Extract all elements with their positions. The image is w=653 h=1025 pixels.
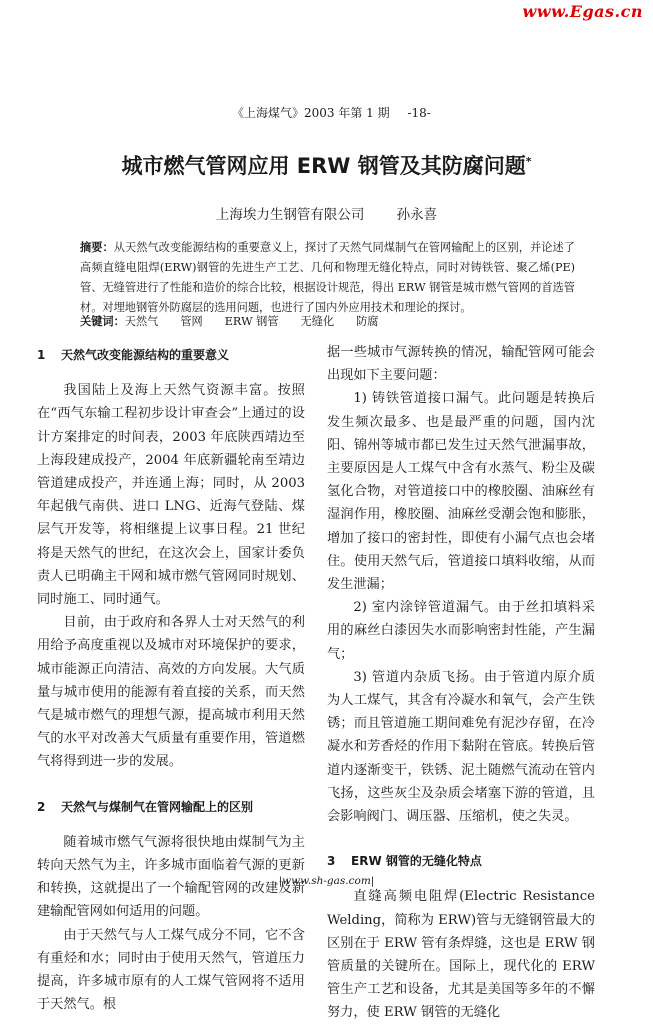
paragraph: 3) 管道内杂质飞扬。由于管道内原介质为人工煤气，其含有冷凝水和氧气，会产生铁锈；而且管道施工期间难免有泥沙存留，在冷凝水和芳香烃的作用下黏附在管底。转换后管道内逐渐变干，铁锈、泥土随燃气流动在管内飞扬，这些灰尘及杂质会堵塞下游的管道，且会影响阀门、调压器、压缩机，使之失灵。: [327, 669, 595, 825]
keyword: 管网: [180, 315, 203, 328]
abstract-text: 从天然气改变能源结构的重要意义上，探讨了天然气同煤制气在管网输配上的区别，并论述了高频直缝电阻焊(ERW)钢管的先进生产工艺、几何和物理无缝化特点，同时对铸铁管、聚乙烯(PE)管、无缝管进行了性能和造价的综合比较，根据设计规范，得出 ERW 钢管是城市燃气管网的首选管材。对埋地钢管外防腐层的选用问题，也进行了国内外应用技术和理论的探讨。: [80, 241, 575, 314]
paragraph: 我国陆上及海上天然气资源丰富。按照在“西气东输工程初步设计审查会”上通过的设计方案排定的时间表，2003 年底陕西靖边至上海段建成投产，2004 年底新疆轮南至靖边管道建成投产，并连通上海；同时，从 2003 年起俄气南供、进口 LNG、近海气登陆、煤层气开发等，将相继提上议事日程。21 世纪将是天然气的世纪，在这次会上，国家计委负责人已明确主干网和城市燃气管网同时规划、同时施工、同时通气。: [37, 383, 305, 608]
author-name: 孙永喜: [396, 207, 438, 223]
paragraph: 1) 铸铁管道接口漏气。此问题是转换后发生频次最多、也是最严重的问题，国内沈阳、锦州等城市都已发生过天然气泄漏事故，主要原因是人工煤气中含有水蒸气、粉尘及碳氢化合物，对管道接口中的橡胶圈、油麻丝有湿润作用，橡胶圈、油麻丝受潮会饱和膨胀，增加了接口的密封性，即使有小漏气点也会堵住。使用天然气后，管道接口填料收缩，从而发生泄漏；: [327, 391, 595, 593]
keyword: 无缝化: [300, 315, 335, 328]
keyword: 天然气: [124, 315, 159, 328]
keywords-label: 关键词：: [80, 315, 125, 328]
title-text: 城市燃气管网应用 ERW 钢管及其防腐问题: [121, 154, 526, 178]
paragraph: 据一些城市气源转换的情况，输配管网可能会出现如下主要问题：: [327, 345, 595, 384]
site-watermark: www.Egas.cn: [522, 2, 643, 21]
paragraph: 直缝高频电阻焊(Electric Resistance Welding，简称为 ERW)管与无缝钢管最大的区别在于 ERW 管有条焊缝，这也是 ERW 钢管质量的关键所在。国际上，现代化的 ERW 管生产工艺和设备，尤其是美国等多年的不懈努力，使 ERW 钢管的无缝化: [327, 889, 595, 1021]
keywords: [80, 313, 378, 329]
paragraph: 2) 室内涂锌管道漏气。由于丝扣填料采用的麻丝白漆因失水而影响密封性能，产生漏气；: [327, 600, 595, 662]
running-header: [232, 104, 445, 121]
section-title: 天然气与煤制气在管网输配上的区别: [61, 799, 254, 814]
abstract: [80, 238, 575, 318]
section-heading: [327, 850, 595, 873]
section-number: 2: [37, 799, 46, 814]
paragraph: 目前，由于政府和各界人士对天然气的利用给予高度重视以及城市对环境保护的要求，城市能源正向清洁、高效的方向发展。大气质量与城市使用的能源有着直接的关系，而天然气是城市燃气的理想气源，提高城市利用天然气的水平对改善大气质量有重要作用，管道燃气将得到进一步的发展。: [37, 615, 305, 770]
journal-issue: 《上海煤气》2003 年第 1 期: [232, 106, 390, 120]
section-number: 3: [327, 854, 336, 869]
article-title: [0, 150, 653, 180]
left-column: [37, 344, 305, 1016]
section-heading: [37, 344, 305, 367]
keyword: ERW 钢管: [224, 315, 279, 328]
keyword: 防腐: [356, 315, 379, 328]
abstract-label: 摘要：: [80, 241, 114, 254]
footer-url: |www.sh-gas.com|: [278, 875, 375, 887]
title-footnote-mark: *: [525, 155, 532, 168]
paragraph: 由于天然气与人工煤气成分不同，它不含有重烃和水；同时由于使用天然气，管道压力提高，许多城市原有的人工煤气管网将不适用于天然气。根: [37, 927, 305, 1013]
right-column: [327, 341, 595, 1025]
page-number: -18-: [407, 106, 431, 120]
section-heading: [37, 796, 305, 819]
paragraph: 随着城市燃气气源将很快地由煤制气为主转向天然气为主，许多城市面临着气源的更新和转换，这就提出了一个输配管网的改建及新建输配管网如何适用的问题。: [37, 834, 305, 920]
author-organization: 上海埃力生钢管有限公司: [215, 207, 365, 223]
section-number: 1: [37, 348, 46, 362]
section-title: ERW 钢管的无缝化特点: [351, 854, 482, 869]
author-line: [0, 203, 653, 223]
section-title: 天然气改变能源结构的重要意义: [61, 348, 230, 362]
